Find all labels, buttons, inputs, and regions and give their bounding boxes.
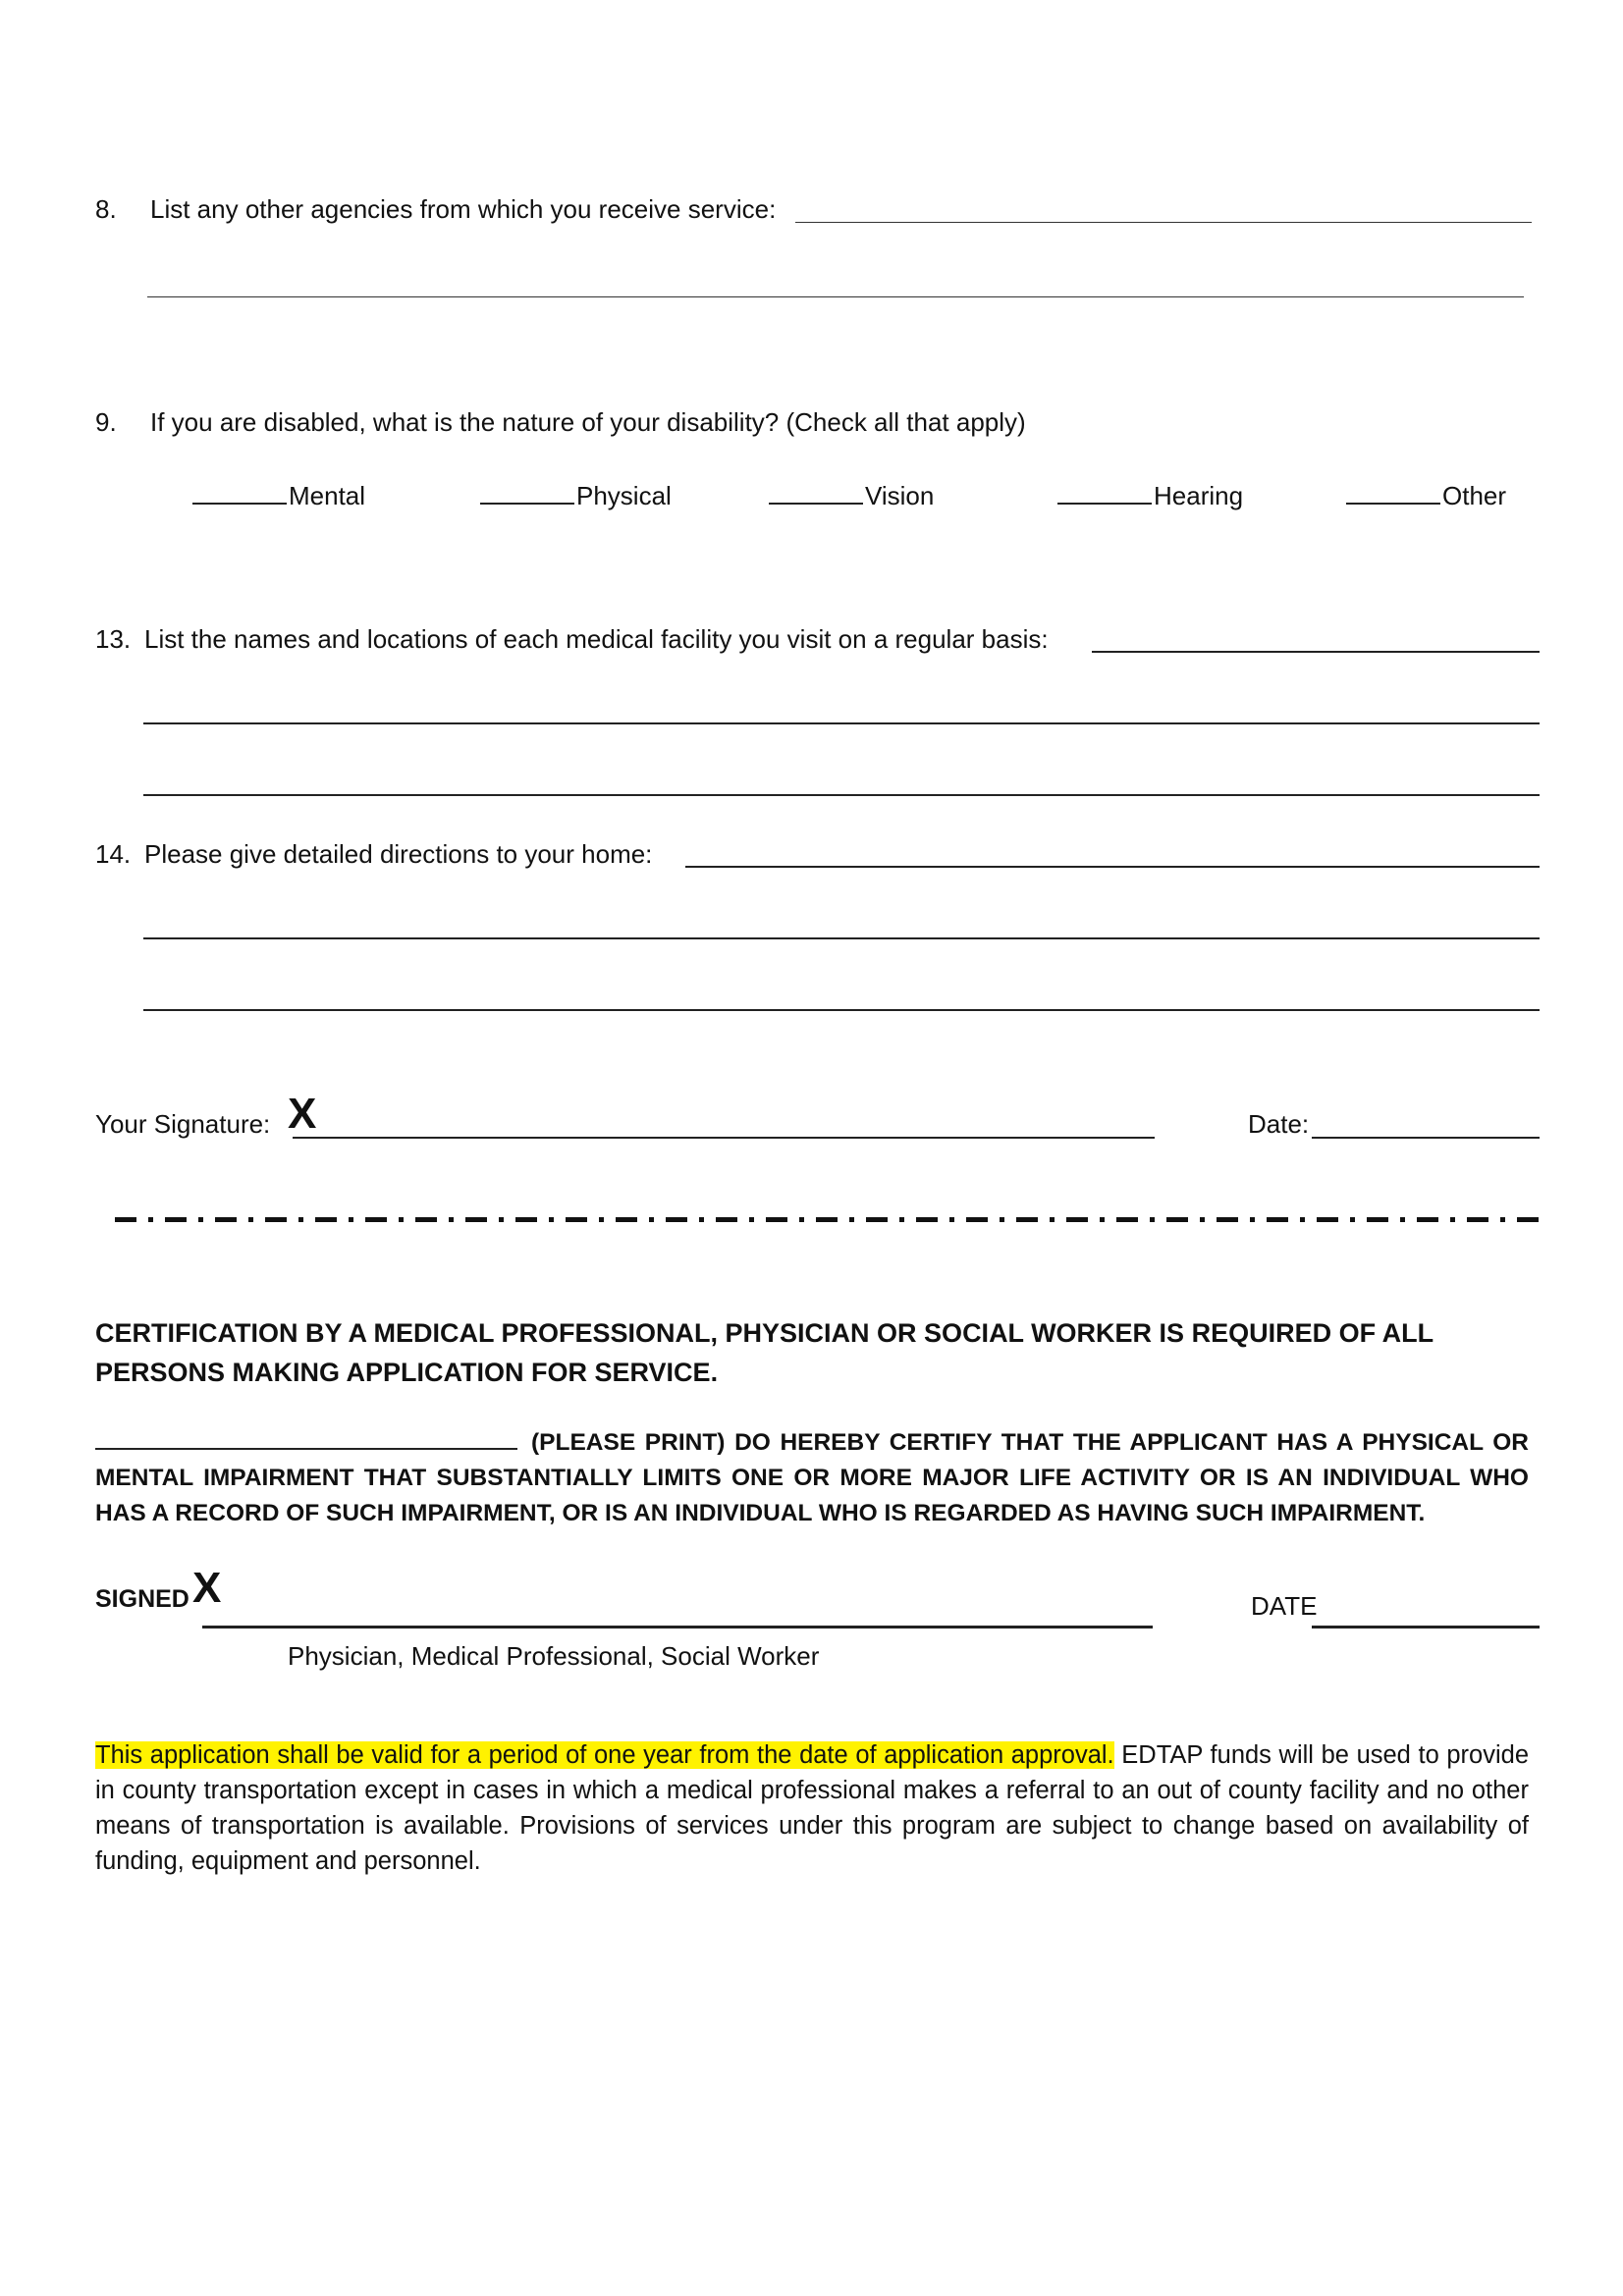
question-9-label: If you are disabled, what is the nature of your disability? (Check all that apply) xyxy=(150,407,1026,437)
q13-answer-line-2[interactable] xyxy=(143,722,1540,724)
disability-option-mental[interactable] xyxy=(192,479,365,511)
certification-body xyxy=(95,1425,1529,1531)
validity-note xyxy=(95,1737,1529,1879)
q14-answer-line-2[interactable] xyxy=(143,937,1540,939)
applicant-date-label: Date: xyxy=(1248,1109,1310,1139)
question-14-label: Please give detailed directions to your home: xyxy=(144,839,653,869)
question-14-number: 14. xyxy=(95,839,132,869)
certifier-name-blank[interactable] xyxy=(95,1426,517,1450)
other-label: Other xyxy=(1442,481,1507,510)
mental-label: Mental xyxy=(289,481,366,510)
disability-option-hearing[interactable] xyxy=(1057,479,1243,511)
certification-heading: CERTIFICATION BY A MEDICAL PROFESSIONAL, PHYSICIAN OR SOCIAL WORKER IS REQUIRED OF ALL PERSONS MAKING APPLICATION FOR SERVICE. xyxy=(95,1318,1434,1387)
cut-line-divider xyxy=(115,1214,1548,1226)
validity-rest-text: EDTAP funds will be used to provide in county transportation except in cases in which a medical professional makes a referral to an out of county facility and no other means of transportation is available. Provisions of services under this program are subject to change based on availability of funding, equipment and personnel. xyxy=(95,1741,1529,1875)
q13-answer-line-3[interactable] xyxy=(143,794,1540,796)
hearing-check-blank[interactable] xyxy=(1057,479,1152,505)
physical-label: Physical xyxy=(576,481,672,510)
your-signature-label: Your Signature: xyxy=(95,1109,271,1139)
hearing-label: Hearing xyxy=(1154,481,1244,510)
signed-label: SIGNED xyxy=(95,1585,189,1613)
certification-statement: (PLEASE PRINT) DO HEREBY CERTIFY THAT THE APPLICANT HAS A PHYSICAL OR MENTAL IMPAIRMENT THAT SUBSTANTIALLY LIMITS ONE OR MORE MAJOR LIFE ACTIVITY OR IS AN INDIVIDUAL WHO HAS A RECORD OF SUCH IMPAIRMENT, OR IS AN INDIVIDUAL WHO IS REGARDED AS HAVING SUCH IMPAIRMENT. xyxy=(95,1429,1529,1526)
validity-highlighted-text: This application shall be valid for a period of one year from the date of application approval. xyxy=(95,1741,1114,1769)
question-13-label: List the names and locations of each medical facility you visit on a regular basis: xyxy=(144,624,1049,654)
certifier-signature-line[interactable] xyxy=(202,1626,1153,1629)
disability-option-physical[interactable] xyxy=(480,479,672,511)
question-8-number: 8. xyxy=(95,194,117,224)
q8-answer-line-1[interactable] xyxy=(795,222,1532,223)
mental-check-blank[interactable] xyxy=(192,479,287,505)
question-8-label: List any other agencies from which you receive service: xyxy=(150,194,777,224)
certifier-date-label: DATE xyxy=(1251,1591,1318,1621)
q14-answer-line-1[interactable] xyxy=(685,866,1540,868)
certifier-date-line[interactable] xyxy=(1312,1626,1540,1629)
signature-x-mark: X xyxy=(288,1090,317,1138)
q13-answer-line-1[interactable] xyxy=(1092,651,1540,653)
question-9-number: 9. xyxy=(95,407,117,437)
physical-check-blank[interactable] xyxy=(480,479,574,505)
question-13-number: 13. xyxy=(95,624,132,654)
other-check-blank[interactable] xyxy=(1346,479,1440,505)
vision-check-blank[interactable] xyxy=(769,479,863,505)
disability-option-other[interactable] xyxy=(1346,479,1506,511)
vision-label: Vision xyxy=(865,481,935,510)
disability-option-vision[interactable] xyxy=(769,479,934,511)
applicant-date-line[interactable] xyxy=(1312,1137,1540,1139)
q14-answer-line-3[interactable] xyxy=(143,1009,1540,1011)
applicant-signature-line[interactable] xyxy=(293,1137,1155,1139)
signer-caption: Physician, Medical Professional, Social Worker xyxy=(288,1641,820,1671)
q8-answer-line-2[interactable] xyxy=(147,296,1524,297)
signed-x-mark: X xyxy=(192,1564,222,1612)
